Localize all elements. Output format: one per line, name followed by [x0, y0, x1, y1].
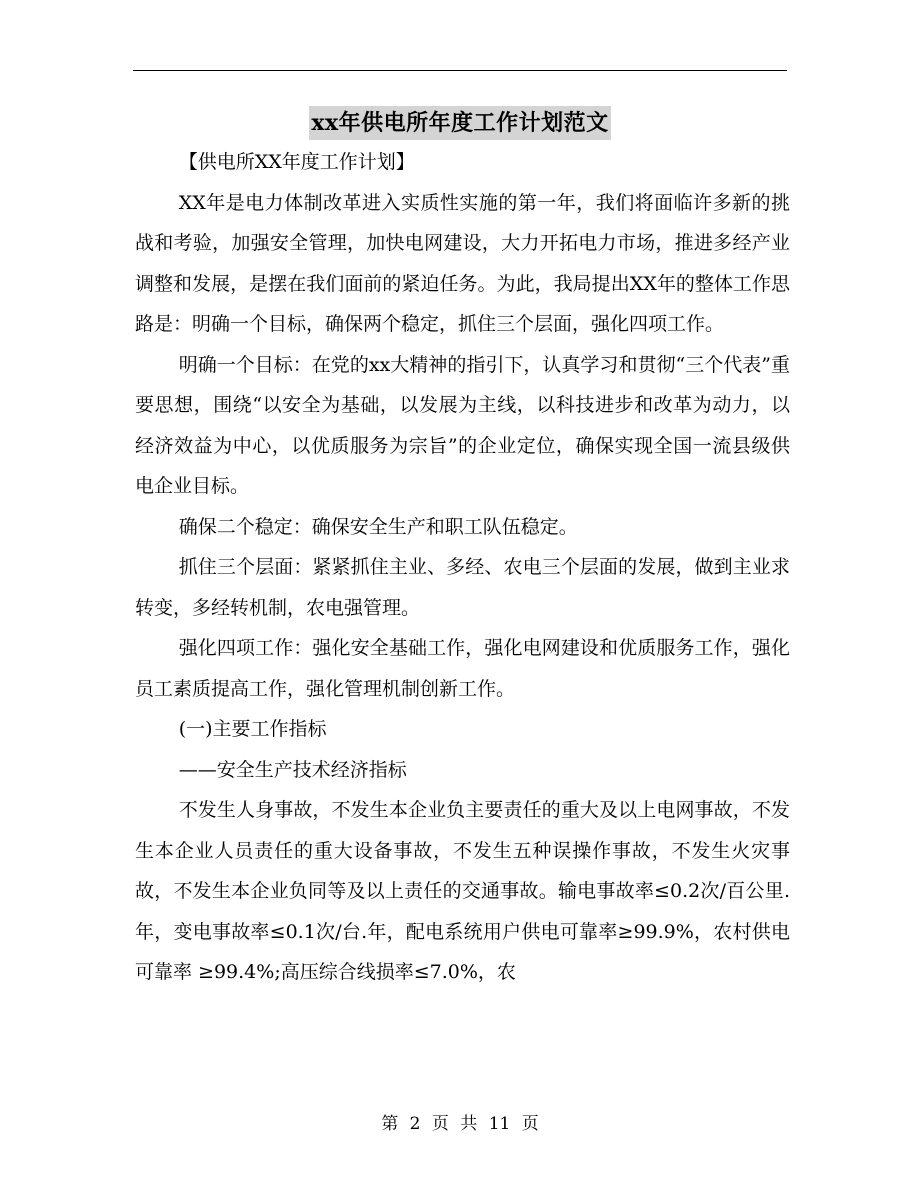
document-title: xx年供电所年度工作计划范文: [309, 106, 610, 140]
body-paragraph: 明确一个目标：在党的xx大精神的指引下，认真学习和贯彻“三个代表”重要思想，围绕“以安全为基础，以发展为主线，以科技进步和改革为动力，以经济效益为中心，以优质服务为宗旨”的企业定位，确保实现全国一流县级供电企业目标。: [135, 353, 790, 497]
subsection-subheading: ——安全生产技术经济指标: [178, 758, 407, 781]
body-paragraph: 强化四项工作：强化安全基础工作，强化电网建设和优质服务工作，强化员工素质提高工作，强化管理机制创新工作。: [135, 637, 790, 700]
page-footer: 第 2 页 共 11 页: [381, 1114, 539, 1134]
document-body: [135, 142, 790, 993]
subsection-heading: (一)主要工作指标: [178, 718, 327, 740]
header-rule: [133, 70, 787, 71]
body-paragraph: 确保二个稳定：确保安全生产和职工队伍稳定。: [178, 515, 578, 538]
body-paragraph: 不发生人身事故，不发生本企业负主要责任的重大及以上电网事故，不发生本企业人员责任的重大设备事故，不发生五种误操作事故，不发生火灾事故，不发生本企业负同等及以上责任的交通事故。输电事故率≤0.2次/百公里.年，变电事故率≤0.1次/台.年，配电系统用户供电可靠率≥99.9%，农村供电可靠率 ≥99.4%;高压综合线损率≤7.0%，农: [135, 799, 790, 983]
title-container: [0, 106, 920, 140]
body-paragraph: 抓住三个层面：紧紧抓住主业、多经、农电三个层面的发展，做到主业求转变，多经转机制，农电强管理。: [135, 556, 790, 619]
body-paragraph: XX年是电力体制改革进入实质性实施的第一年，我们将面临许多新的挑战和考验，加强安全管理，加快电网建设，大力开拓电力市场，推进多经产业调整和发展，是摆在我们面前的紧迫任务。为此，我局提出XX年的整体工作思路是：明确一个目标，确保两个稳定，抓住三个层面，强化四项工作。: [135, 191, 790, 335]
section-heading: 【供电所XX年度工作计划】: [178, 151, 415, 173]
